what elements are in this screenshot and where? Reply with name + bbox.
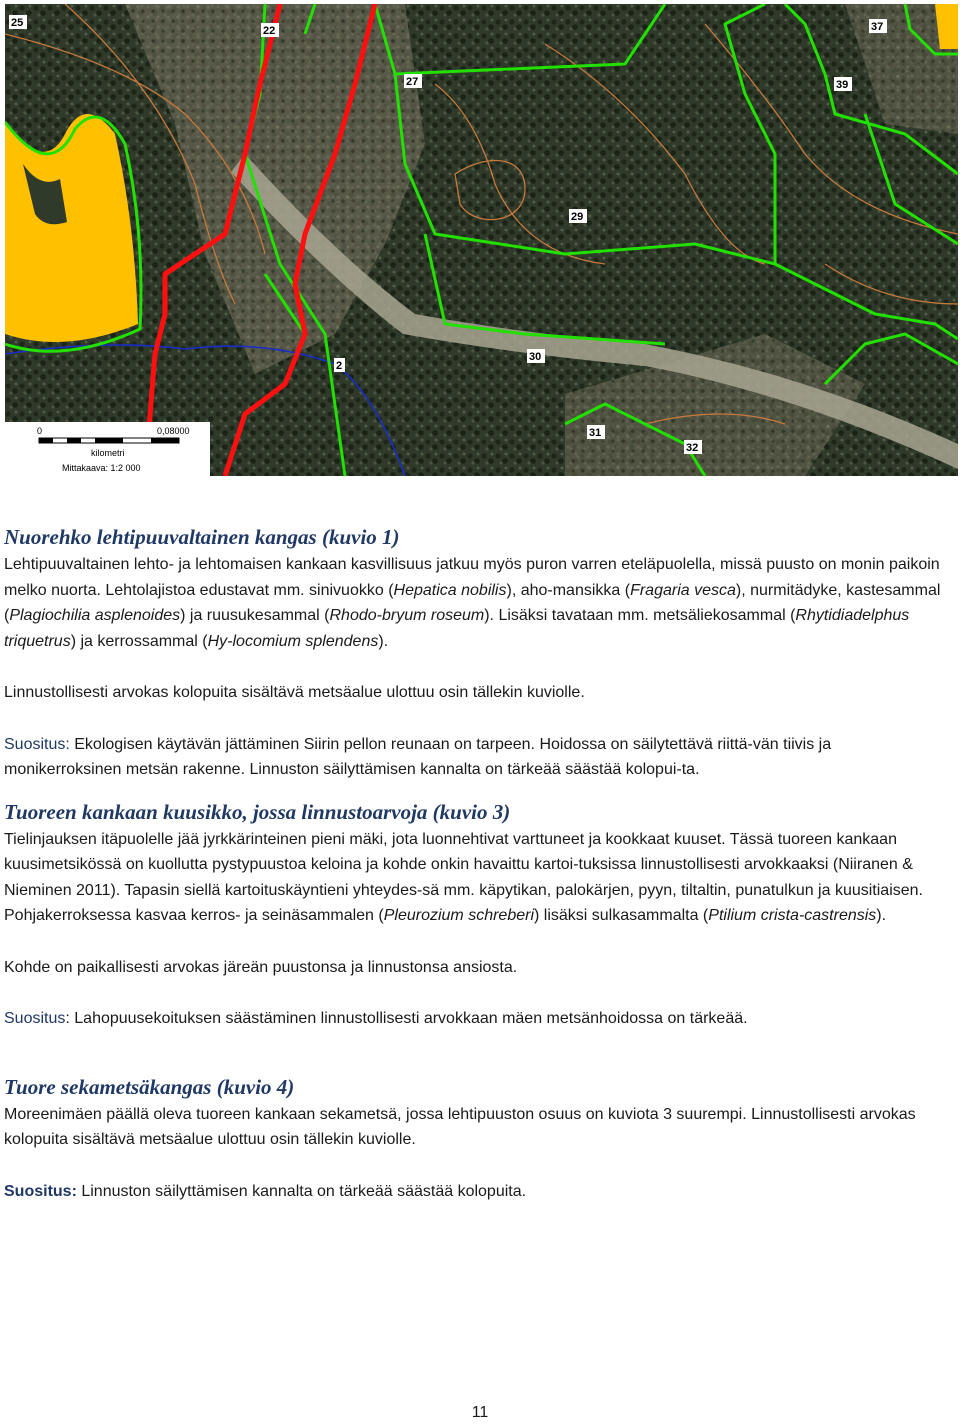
section-1-recommendation — [4, 732, 950, 783]
text-run: ) ja ruusukesammal ( — [180, 607, 330, 624]
section-4-paragraph: Moreenimäen päällä oleva tuoreen kankaan sekametsä, jossa lehtipuuston osuus on kuviota 3 suurempi. Linnustollisesti arvokas kolopuita sisältävä metsäalue ulottuu osin tällekin kuviolle. — [4, 1105, 916, 1148]
text-run: ), aho-mansikka ( — [506, 581, 631, 599]
species-name: Fragaria vesca — [630, 581, 736, 599]
section-title-kuvio-4: Tuore sekametsäkangas (kuvio 4) — [4, 1074, 295, 1099]
section-3-paragraph-2: Kohde on paikallisesti arvokas järeän puustonsa ja linnustonsa ansiosta. — [4, 958, 518, 976]
map-label-37: 37 — [871, 21, 884, 33]
scale-text: Mittakaava: 1:2 000 — [62, 463, 141, 473]
recommendation-label: Suositus: — [4, 1182, 77, 1200]
scale-distance: 0,08000 — [157, 426, 190, 436]
species-name: Ptilium crista-castrensis — [708, 907, 877, 924]
section-4-recommendation — [4, 1179, 950, 1205]
section-title-kuvio-3: Tuoreen kankaan kuusikko, jossa linnustoarvoja (kuvio 3) — [4, 799, 511, 824]
species-name: Rhodo-bryum roseum — [329, 607, 485, 624]
section-3-paragraph — [4, 827, 950, 929]
scale-bar — [5, 422, 210, 476]
scale-zero: 0 — [37, 426, 43, 436]
page-number: 11 — [471, 1404, 489, 1421]
map-label-32: 32 — [686, 442, 699, 454]
recommendation-label: Suositus — [4, 1010, 66, 1027]
species-name: Hy-locomium splendens — [207, 632, 379, 650]
recommendation-label: Suositus: — [4, 735, 70, 753]
map-label-2: 2 — [336, 360, 343, 372]
species-name: Plagiochilia asplenoides — [9, 607, 181, 624]
text-run: Lehtipuuvaltainen lehto- ja lehtomaisen kankaan kasvillisuus jatkuu myös puron varren eteläpuolella, missä puusto on monin paikoin melko nuorta. Lehtolajistoa edustavat mm. sinivuokko ( — [4, 556, 940, 599]
species-name: Pleurozium schreberi — [383, 907, 534, 924]
recommendation-text: Linnuston säilyttämisen kannalta on tärkeää säästää kolopuita. — [76, 1182, 527, 1200]
section-title-kuvio-1: Nuorehko lehtipuuvaltainen kangas (kuvio 1) — [4, 525, 400, 549]
map-label-31: 31 — [589, 427, 602, 439]
section-3-recommendation — [4, 1006, 950, 1032]
document-body — [4, 522, 950, 1204]
text-run: ), nurmitädyke, kastesammal ( — [4, 581, 941, 624]
map-label-30: 30 — [529, 351, 542, 363]
species-name: Rhytidiadelphus triquetrus — [4, 607, 910, 650]
map-label-27: 27 — [406, 76, 419, 88]
text-run: ). Lisäksi tavataan mm. metsäliekosammal ( — [484, 607, 796, 624]
species-name: Hepatica nobilis — [393, 581, 507, 599]
map-label-29: 29 — [571, 211, 584, 223]
scale-unit: kilometri — [91, 448, 125, 458]
section-1-paragraph-2: Linnustollisesti arvokas kolopuita sisältävä metsäalue ulottuu osin tällekin kuviolle. — [4, 684, 585, 701]
text-run: ) ja kerrossammal ( — [70, 632, 208, 650]
recommendation-text: Ekologisen käytävän jättäminen Siirin pellon reunaan on tarpeen. Hoidossa on säilytettävä riittä-vän tiivis ja monikerroksinen metsän rakenne. Linnuston säilyttämisen kannalta on tärkeää säästää kolopui-ta. — [4, 735, 832, 778]
aerial-map-svg — [5, 4, 958, 476]
text-run: ) lisäksi sulkasammalta ( — [534, 907, 709, 924]
aerial-map — [5, 4, 958, 476]
map-label-25: 25 — [11, 17, 24, 29]
map-label-22: 22 — [263, 25, 276, 37]
recommendation-text: : Lahopuusekoituksen säästäminen linnustollisesti arvokkaan mäen metsänhoidossa on tärkeää. — [65, 1010, 748, 1027]
section-1-paragraph — [4, 552, 950, 654]
text-run: Tielinjauksen itäpuolelle jää jyrkkärinteinen pieni mäki, jota luonnehtivat varttuneet ja kookkaat kuuset. Tässä tuoreen kankaan kuusimetsikössä on kuollutta pystypuustoa keloina ja kohde onkin havaittu kartoi-tuksissa linnustollisesti arvokkaaksi (Niiranen & Nieminen 2011). Tapasin siellä kartoituskäyntieni yhteydes-sä mm. käpytikan, palokärjen, pyyn, tiltaltin, punatulkun ja kuusitiaisen. Pohjakerroksessa kasvaa kerros- ja seinäsammalen ( — [4, 830, 923, 924]
text-run: ). — [876, 907, 887, 924]
text-run: ). — [378, 632, 389, 650]
map-label-39: 39 — [836, 79, 849, 91]
